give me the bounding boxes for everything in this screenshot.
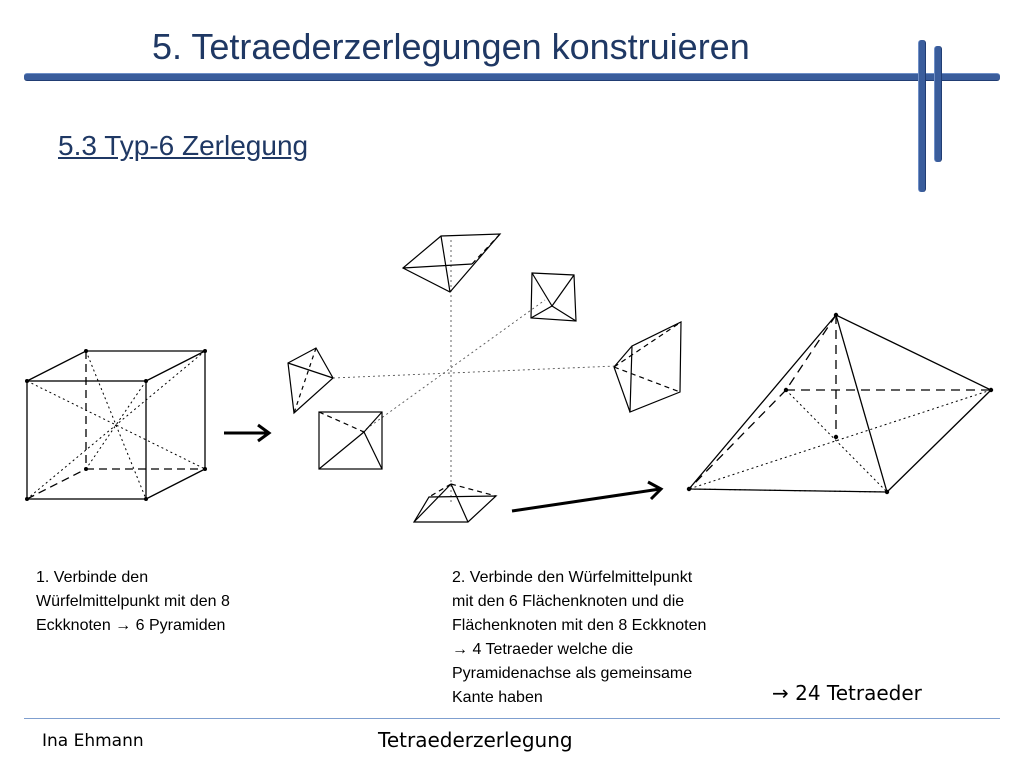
arrow-2 bbox=[512, 482, 661, 511]
cube-diagram bbox=[25, 349, 207, 501]
caption-line: Pyramidenachse als gemeinsame bbox=[452, 665, 693, 682]
arrow-1 bbox=[224, 425, 269, 441]
pyramid-detail-diagram bbox=[687, 313, 993, 494]
exploded-pyramids-diagram bbox=[288, 234, 681, 522]
step-2-caption bbox=[452, 566, 782, 710]
caption-line: 2. Verbinde den Würfelmittelpunkt bbox=[452, 569, 693, 586]
section-subtitle: 5.3 Typ-6 Zerlegung bbox=[58, 130, 309, 161]
caption-line: mit den 6 Flächenknoten und die bbox=[452, 593, 685, 610]
slide-title: 5. Tetraederzerlegungen konstruieren bbox=[152, 26, 750, 67]
footer-divider bbox=[24, 718, 1000, 719]
caption-line: Würfelmittelpunkt mit den 8 bbox=[36, 593, 230, 610]
result-text: → 24 Tetraeder bbox=[772, 681, 922, 705]
caption-line: → 4 Tetraeder welche die bbox=[452, 641, 634, 658]
caption-line: 1. Verbinde den bbox=[36, 569, 149, 586]
caption-line: Flächenknoten mit den 8 Eckknoten bbox=[452, 617, 707, 634]
caption-line: Kante haben bbox=[452, 689, 543, 706]
step-1-caption bbox=[36, 566, 296, 638]
caption-line: Eckknoten → 6 Pyramiden bbox=[36, 617, 226, 634]
footer-author: Ina Ehmann bbox=[42, 731, 144, 751]
footer-topic: Tetraederzerlegung bbox=[378, 728, 573, 752]
